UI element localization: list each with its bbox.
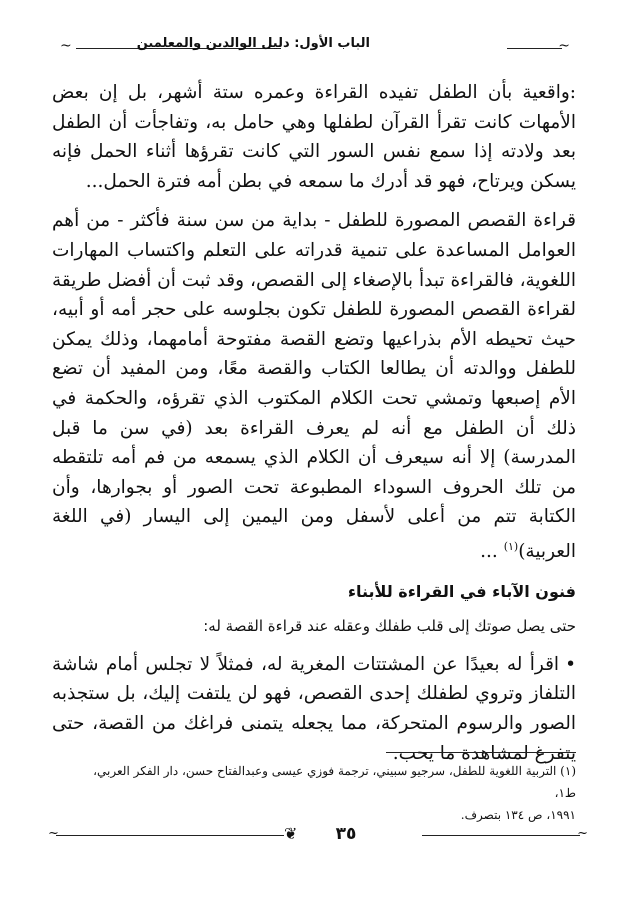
section-subheading: حتى يصل صوتك إلى قلب طفلك وعقله عند قراءة القصة له: — [203, 617, 576, 636]
header-rule-right — [507, 48, 562, 49]
footnote — [80, 760, 576, 826]
footer-rule-left — [56, 835, 284, 836]
header-ornament-right-icon: ~ — [558, 38, 570, 54]
footnote-line-2: ١٩٩١، ص ١٣٤ بتصرف. — [460, 808, 576, 822]
footer-ornament-icon: ❦ — [284, 824, 298, 843]
paragraph-continued: :واقعية بأن الطفل تفيده القراءة وعمره ستة أشهر، بل إن بعض الأمهات كانت تقرأ القرآن لطفلها وهي حامل به، وتفاجأت أن الطفل بعد ولادته إذا سمع نفس السور التي كانت تقرؤها أثناء الحمل فإنه يسكن ويرتاح، فهو قد أدرك ما سمعه في بطن أمه فترة الحمل... — [52, 82, 576, 192]
section-heading: فنون الآباء في القراءة للأبناء — [347, 581, 576, 601]
page-number: ٣٥ — [335, 824, 357, 844]
footer-rule-right — [422, 835, 580, 836]
paragraph-illustrated-stories — [52, 206, 576, 566]
page-header — [60, 34, 570, 64]
bullet-icon: • — [565, 653, 576, 675]
page-footer — [48, 824, 588, 848]
footnote-separator — [386, 752, 576, 753]
bullet-item-text: اقرأ له بعيدًا عن المشتتات المغرية له، فمثلاً لا تجلس أمام شاشة التلفاز وتروي لطفلك إحدى القصص، فهو لن يلتفت إليك، بل ستجذبه الصور والرسوم المتحركة، مما يجعله يتمنى فراغك من القصة، حتى يتفرغ لمشاهدة ما يحب. — [52, 653, 576, 764]
body-text — [52, 78, 576, 768]
footnote-line-1: (١) التربية اللغوية للطفل، سرجيو سبيني، ترجمة فوزي عيسى وعبدالفتاح حسن، دار الفكر العربي، ط١، — [93, 764, 576, 800]
footer-ornament-right-icon: ~ — [577, 826, 588, 841]
paragraph-ellipsis: ... — [480, 541, 504, 563]
running-header-title: الباب الأول: دليل الوالدين والمعلمين — [136, 36, 370, 51]
bullet-item — [52, 650, 576, 768]
footnote-reference[interactable]: (١) — [503, 539, 519, 553]
header-ornament-left-icon: ~ — [60, 38, 72, 54]
paragraph-text: قراءة القصص المصورة للطفل - بداية من سن سنة فأكثر - من أهم العوامل المساعدة على تنمية قدراته على التعلم واكتساب المهارات اللغوية، فالقراءة تبدأ بالإصغاء إلى القصص، وقد ثبت أن أفضل طريقة لقراءة القصص المصورة للطفل تكون بجلوسه على حجر أمه أو أبيه، حيث تحيطه الأم بذراعيها وتضع القصة مفتوحة أمامهما، وذلك يمكن للطفل ووالدته أن يطالعا الكتاب والقصة معًا، ومن المفيد أن تضع الأم إصبعها وتمشي تحت الكلام المكتوب الذي تقرؤه، والحكمة في ذلك أن الطفل مع أنه لم يعرف القراءة بعد (في سن ما قبل المدرسة) إلا أنه سيعرف أن الكلام الذي يسمعه من فم أمه تلتقطه من تلك الحروف السوداء المطبوعة تحت الصور أو بجوارها، وأن الكتابة تتم من أعلى لأسفل ومن اليمين إلى اليسار (في اللغة العربية) — [52, 210, 576, 563]
footer-ornament-left-icon: ~ — [48, 826, 59, 841]
